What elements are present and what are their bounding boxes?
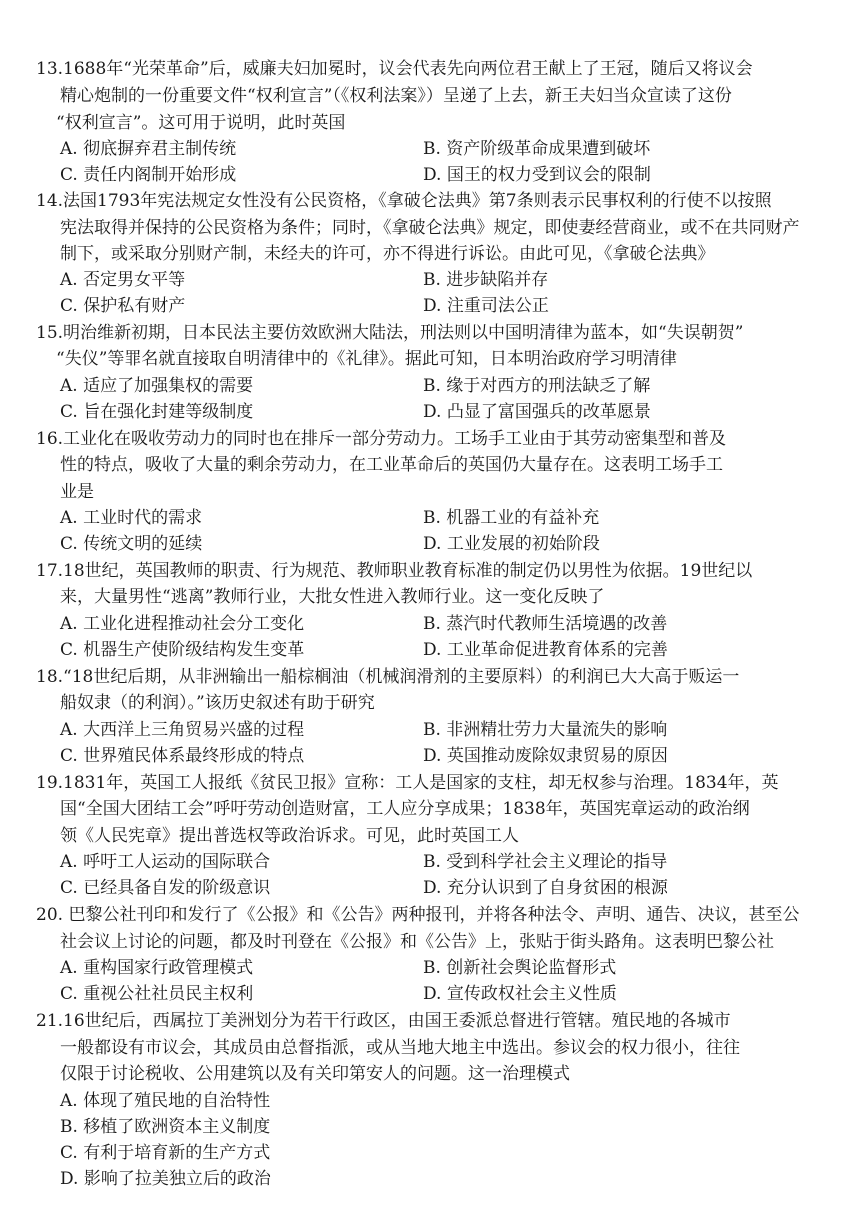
option-b: B. 机器工业的有益补充 — [423, 508, 600, 528]
question-stem-line: 领《人民宪章》提出普选权等政治诉求。可见，此时英国工人 — [60, 826, 519, 846]
option-d: D. 凸显了富国强兵的改革愿景 — [423, 402, 651, 422]
question-stem-line: 一般都设有市议会，其成员由总督指派，或从当地大地主中选出。参议会的权力很小，往往 — [60, 1038, 740, 1058]
question-stem-line: 制下，或采取分别财产制，未经夫的许可，亦不得进行诉讼。由此可见，《拿破仑法典》 — [60, 244, 715, 264]
question-stem-line: 来，大量男性“逃离”教师行业，大批女性进入教师行业。这一变化反映了 — [60, 587, 605, 607]
question-stem-line: 16.工业化在吸收劳动力的同时也在排斥一部分劳动力。工场手工业由于其劳动密集型和普及 — [36, 429, 727, 449]
option-c: C. 旨在强化封建等级制度 — [60, 402, 254, 422]
option-d: D. 工业革命促进教育体系的完善 — [423, 640, 668, 660]
option-b: B. 移植了欧洲资本主义制度 — [60, 1117, 271, 1137]
option-c: C. 已经具备自发的阶级意识 — [60, 878, 271, 898]
question-stem-line: 船奴隶（的利润）。”该历史叙述有助于研究 — [60, 693, 375, 713]
question-stem-line: 17.18世纪，英国教师的职责、行为规范、教师职业教育标准的制定仍以男性为依据。19世纪以 — [36, 561, 753, 581]
option-d: D. 影响了拉美独立后的政治 — [60, 1169, 271, 1189]
question-stem-line: “失仪”等罪名就直接取自明清律中的《礼律》。据此可知，日本明治政府学习明清律 — [56, 349, 677, 369]
question-stem-line: 15.明治维新初期，日本民法主要仿效欧洲大陆法，刑法则以中国明清律为蓝本，如“失误朝贺” — [36, 323, 744, 343]
option-b: B. 非洲精壮劳力大量流失的影响 — [423, 720, 668, 740]
question-stem-line: 14.法国1793年宪法规定女性没有公民资格，《拿破仑法典》第7条则表示民事权利的行使不以按照 — [36, 191, 772, 211]
option-d: D. 注重司法公正 — [423, 296, 549, 316]
option-c: C. 有利于培育新的生产方式 — [60, 1143, 271, 1163]
question-stem-line: 国“全国大团结工会”呼吁劳动创造财富，工人应分享成果；1838年，英国宪章运动的政治纲 — [60, 799, 750, 819]
question-stem-line: 宪法取得并保持的公民资格为条件；同时，《拿破仑法典》规定，即使妻经营商业，或不在共同财产 — [60, 218, 800, 238]
question-stem-line: 19.1831年，英国工人报纸《贫民卫报》宣称：工人是国家的支柱，却无权参与治理。1834年，英 — [36, 773, 779, 793]
option-c: C. 保护私有财产 — [60, 296, 186, 316]
question-stem-line: 业是 — [60, 482, 94, 502]
option-a: A. 否定男女平等 — [60, 270, 186, 290]
question-stem-line: 20. 巴黎公社刊印和发行了《公报》和《公告》两种报刊，并将各种法令、声明、通告、决议，甚至公 — [36, 905, 800, 925]
option-a: A. 大西洋上三角贸易兴盛的过程 — [60, 720, 305, 740]
option-a: A. 工业时代的需求 — [60, 508, 203, 528]
option-d: D. 国王的权力受到议会的限制 — [423, 165, 651, 185]
option-d: D. 充分认识到了自身贫困的根源 — [423, 878, 668, 898]
option-b: B. 资产阶级革命成果遭到破坏 — [423, 139, 651, 159]
option-a: A. 彻底摒弃君主制传统 — [60, 139, 237, 159]
option-c: C. 传统文明的延续 — [60, 534, 203, 554]
option-a: A. 适应了加强集权的需要 — [60, 376, 254, 396]
option-d: D. 英国推动废除奴隶贸易的原因 — [423, 746, 668, 766]
question-stem-line: 精心炮制的一份重要文件“权利宣言”（《权利法案》）呈递了上去，新王夫妇当众宣读了这份 — [60, 86, 732, 106]
option-c: C. 责任内阁制开始形成 — [60, 165, 237, 185]
option-b: B. 受到科学社会主义理论的指导 — [423, 852, 668, 872]
option-b: B. 蒸汽时代教师生活境遇的改善 — [423, 614, 668, 634]
option-a: A. 工业化进程推动社会分工变化 — [60, 614, 305, 634]
question-stem-line: 13.1688年“光荣革命”后，威廉夫妇加冕时，议会代表先向两位君王献上了王冠，随后又将议会 — [36, 59, 753, 79]
option-a: A. 重构国家行政管理模式 — [60, 958, 254, 978]
question-stem-line: 性的特点，吸收了大量的剩余劳动力，在工业革命后的英国仍大量存在。这表明工场手工 — [60, 455, 723, 475]
question-stem-line: “权利宣言”。这可用于说明，此时英国 — [56, 113, 346, 133]
option-c: C. 机器生产使阶级结构发生变革 — [60, 640, 305, 660]
question-stem-line: 18.“18世纪后期，从非洲输出一船棕榈油（机械润滑剂的主要原料）的利润已大大高于贩运一 — [36, 667, 740, 687]
option-d: D. 宣传政权社会主义性质 — [423, 984, 617, 1004]
option-b: B. 进步缺陷并存 — [423, 270, 549, 290]
question-stem-line: 21.16世纪后，西属拉丁美洲划分为若干行政区，由国王委派总督进行管辖。殖民地的各城市 — [36, 1011, 731, 1031]
option-c: C. 世界殖民体系最终形成的特点 — [60, 746, 305, 766]
question-stem-line: 社会议上讨论的问题，都及时刊登在《公报》和《公告》上，张贴于街头路角。这表明巴黎公社 — [60, 932, 774, 952]
option-a: A. 呼吁工人运动的国际联合 — [60, 852, 271, 872]
option-b: B. 缘于对西方的刑法缺乏了解 — [423, 376, 651, 396]
option-b: B. 创新社会舆论监督形式 — [423, 958, 617, 978]
question-stem-line: 仅限于讨论税收、公用建筑以及有关印第安人的问题。这一治理模式 — [60, 1064, 570, 1084]
option-a: A. 体现了殖民地的自治特性 — [60, 1091, 271, 1111]
option-c: C. 重视公社社员民主权利 — [60, 984, 254, 1004]
option-d: D. 工业发展的初始阶段 — [423, 534, 600, 554]
